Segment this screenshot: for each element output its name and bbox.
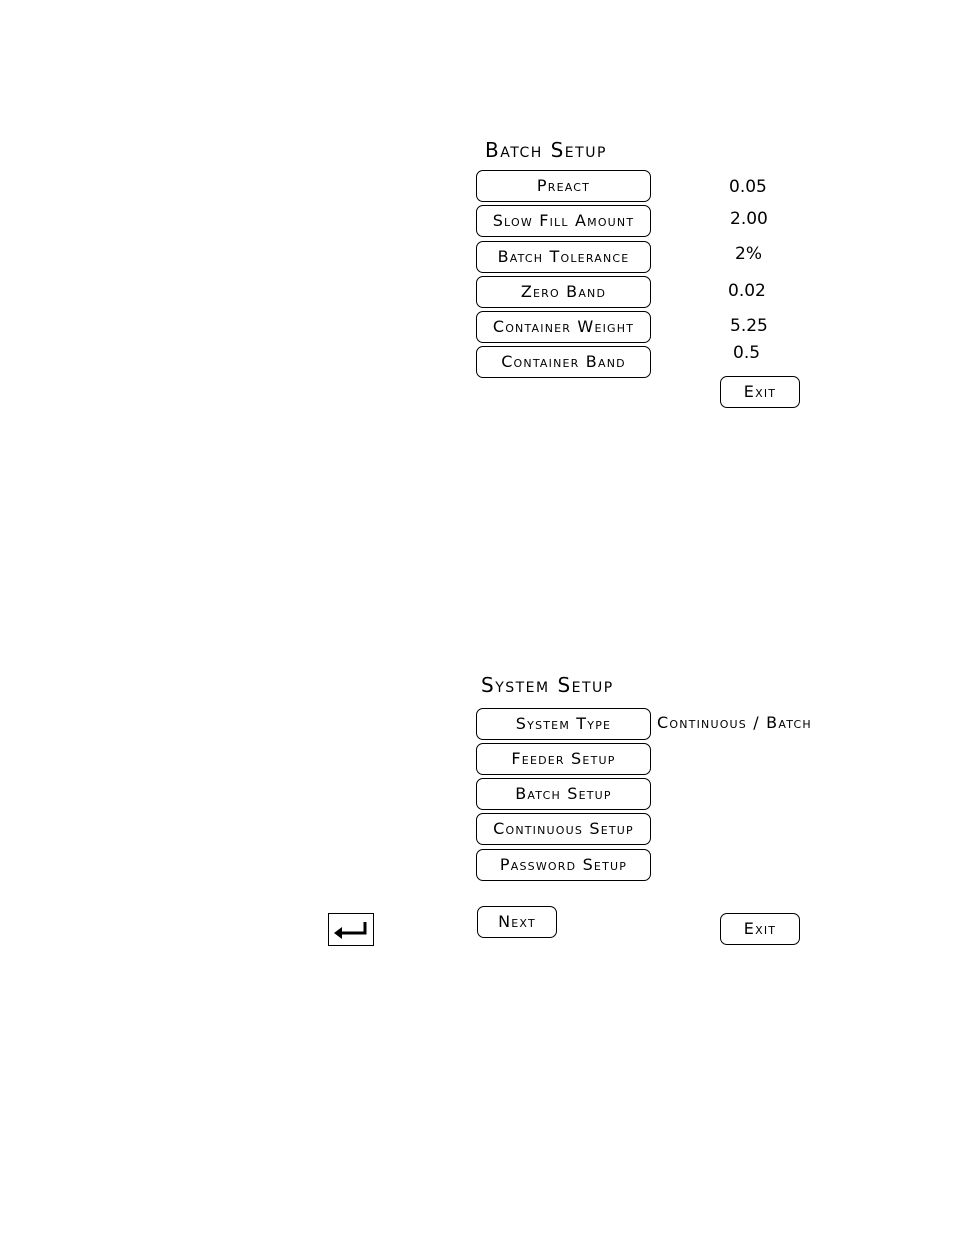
zero-band-button[interactable]: Zero Band	[476, 276, 651, 308]
password-setup-button[interactable]: Password Setup	[476, 849, 651, 881]
container-band-value: 0.5	[733, 343, 761, 363]
slow-fill-amount-value: 2.00	[730, 209, 768, 229]
container-band-button[interactable]: Container Band	[476, 346, 651, 378]
container-weight-value: 5.25	[730, 316, 768, 336]
system-type-value: Continuous / Batch	[657, 713, 812, 732]
zero-band-value: 0.02	[728, 281, 766, 301]
system-setup-title: System Setup	[481, 673, 614, 697]
preact-button[interactable]: Preact	[476, 170, 651, 202]
batch-setup-title: Batch Setup	[485, 138, 607, 162]
system-type-button[interactable]: System Type	[476, 708, 651, 740]
slow-fill-amount-button[interactable]: Slow Fill Amount	[476, 205, 651, 237]
batch-exit-button[interactable]: Exit	[720, 376, 800, 408]
container-weight-button[interactable]: Container Weight	[476, 311, 651, 343]
system-exit-button[interactable]: Exit	[720, 913, 800, 945]
batch-tolerance-value: 2%	[735, 244, 762, 264]
feeder-setup-button[interactable]: Feeder Setup	[476, 743, 651, 775]
next-button[interactable]: Next	[477, 906, 557, 938]
batch-tolerance-button[interactable]: Batch Tolerance	[476, 241, 651, 273]
preact-value: 0.05	[729, 177, 767, 197]
enter-key-icon[interactable]	[328, 913, 374, 946]
batch-setup-button[interactable]: Batch Setup	[476, 778, 651, 810]
continuous-setup-button[interactable]: Continuous Setup	[476, 813, 651, 845]
